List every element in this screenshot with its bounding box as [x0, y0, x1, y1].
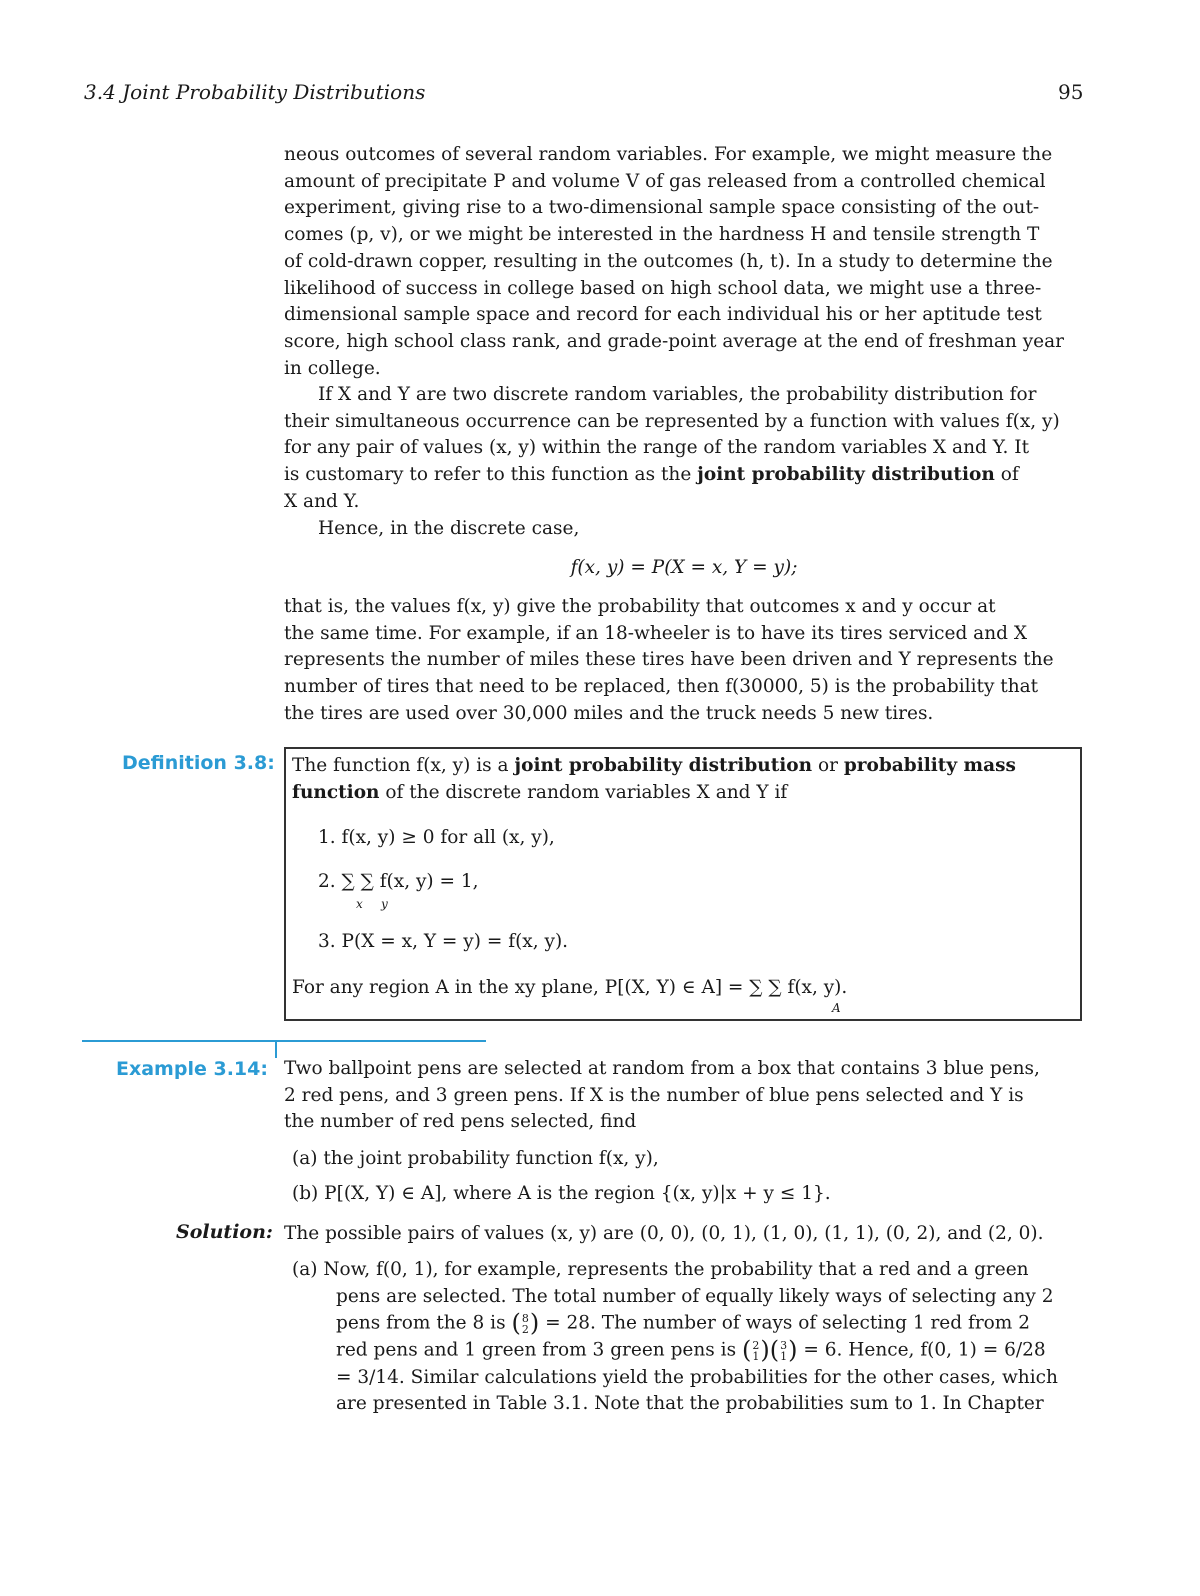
solution-intro: The possible pairs of values (x, y) are (0, 0), (0, 1), (1, 0), (1, 1), (0, 2), and (2, 0). — [284, 1223, 1044, 1244]
paragraph-example-tires — [284, 594, 1084, 728]
binom-close: ) — [788, 1336, 798, 1365]
sum-subscript-A: A — [832, 1001, 841, 1015]
example-text — [284, 1056, 1084, 1136]
page-number: 95 — [1058, 80, 1084, 104]
binom-open: ( — [741, 1336, 752, 1365]
text-line: experiment, giving rise to a two-dimensional sample space consisting of the out- — [284, 197, 1040, 219]
binom-top: 2 — [752, 1338, 760, 1352]
binomial-8-choose-2 — [522, 1313, 529, 1335]
binom-top: 3 — [780, 1338, 788, 1352]
binomial-3-choose-1 — [780, 1340, 787, 1362]
text-line: comes (p, v), or we might be interested in the hardness H and tensile strength T — [284, 224, 1040, 246]
text-line: Hence, in the discrete case, — [318, 518, 580, 539]
definition-region-line: For any region A in the xy plane, P[(X, Y) ∈ A] = ∑ ∑ f(x, y). — [292, 977, 848, 998]
example-part-a: (a) the joint probability function f(x, y), — [292, 1148, 659, 1169]
example-label: Example 3.14: — [116, 1058, 268, 1080]
text-run: or — [812, 755, 844, 776]
binom-open: ( — [511, 1309, 521, 1338]
text-line: amount of precipitate P and volume V of gas released from a controlled chemical — [284, 170, 1046, 192]
solution-label: Solution: — [176, 1221, 273, 1243]
text-line — [292, 1310, 1084, 1337]
binom-top: 8 — [521, 1311, 529, 1325]
text-line: pens are selected. The total number of equally likely ways of selecting any 2 — [336, 1285, 1054, 1307]
text-line — [292, 780, 1076, 807]
definition-text — [292, 753, 1076, 806]
key-term: joint probability distribution — [514, 755, 813, 776]
text-line: = 3/14. Similar calculations yield the probabilities for the other cases, which — [336, 1366, 1058, 1388]
text-line: 2 red pens, and 3 green pens. If X is the number of blue pens selected and Y is — [284, 1084, 1024, 1106]
text-run: of — [994, 464, 1019, 486]
text-line: in college. — [284, 357, 381, 379]
text-run: = 28. The number of ways of selecting 1 red from 2 — [539, 1312, 1031, 1334]
binom-close: ) — [760, 1336, 770, 1365]
key-term: function — [292, 781, 380, 803]
text-run: of the discrete random variables X and Y if — [379, 781, 788, 803]
definition-box — [284, 747, 1082, 1021]
text-line: the number of red pens selected, find — [284, 1111, 637, 1133]
text-line: that is, the values f(x, y) give the probability that outcomes x and y occur at — [284, 596, 996, 617]
text-line — [284, 462, 1084, 489]
text-run: The function f(x, y) is a — [292, 755, 515, 776]
binomial-2-choose-1 — [752, 1340, 759, 1362]
text-line: the tires are used over 30,000 miles and the truck needs 5 new tires. — [284, 702, 934, 724]
text-line — [292, 753, 1076, 780]
text-line: X and Y. — [284, 490, 360, 512]
definition-label: Definition 3.8: — [122, 752, 275, 774]
binom-open: ( — [769, 1336, 780, 1365]
text-line: score, high school class rank, and grade-point average at the end of freshman year — [284, 330, 1064, 352]
running-header-title: 3.4 Joint Probability Distributions — [84, 80, 426, 104]
text-line: represents the number of miles these tires have been driven and Y represents the — [284, 649, 1054, 671]
text-line: of cold-drawn copper, resulting in the outcomes (h, t). In a study to determine the — [284, 250, 1053, 272]
text-line: dimensional sample space and record for each individual his or her aptitude test — [284, 304, 1042, 326]
text-line: neous outcomes of several random variables. For example, we might measure the — [284, 144, 1053, 165]
solution-part-a — [292, 1257, 1084, 1418]
section-divider-tick — [275, 1040, 277, 1058]
definition-item-3: 3. P(X = x, Y = y) = f(x, y). — [318, 931, 569, 952]
sum-subscript-x: x — [356, 897, 363, 911]
binom-bottom: 1 — [780, 1349, 788, 1363]
equation-joint-pmf: f(x, y) = P(X = x, Y = y); — [570, 557, 798, 578]
text-run: pens from the 8 is — [336, 1312, 512, 1334]
text-line: the same time. For example, if an 18-wheeler is to have its tires serviced and X — [284, 622, 1028, 644]
text-run: = 6. Hence, f(0, 1) = 6/28 — [797, 1339, 1046, 1361]
text-line: their simultaneous occurrence can be represented by a function with values f(x, y) — [284, 410, 1060, 432]
section-divider — [82, 1040, 486, 1042]
text-line: (a) Now, f(0, 1), for example, represents the probability that a red and a green — [292, 1259, 1029, 1280]
intro-paragraph — [284, 142, 1084, 382]
binom-bottom: 1 — [752, 1349, 760, 1363]
key-term: joint probability distribution — [697, 464, 995, 486]
text-line: for any pair of values (x, y) within the range of the random variables X and Y. It — [284, 437, 1030, 459]
text-line: Two ballpoint pens are selected at random from a box that contains 3 blue pens, — [284, 1058, 1040, 1079]
text-line: number of tires that need to be replaced, then f(30000, 5) is the probability that — [284, 676, 1039, 698]
text-line: are presented in Table 3.1. Note that the probabilities sum to 1. In Chapter — [336, 1393, 1044, 1415]
binom-bottom: 2 — [521, 1322, 529, 1336]
text-line: likelihood of success in college based on high school data, we might use a three- — [284, 277, 1042, 299]
paragraph-discrete-case — [284, 516, 1084, 543]
text-line — [292, 1337, 1084, 1364]
example-part-b: (b) P[(X, Y) ∈ A], where A is the region {(x, y)|x + y ≤ 1}. — [292, 1183, 831, 1204]
sum-subscript-y: y — [381, 897, 388, 911]
key-term: probability mass — [843, 755, 1016, 776]
definition-item-1: 1. f(x, y) ≥ 0 for all (x, y), — [318, 827, 555, 848]
text-line: If X and Y are two discrete random variables, the probability distribution for — [318, 384, 1037, 405]
definition-item-2: 2. ∑ ∑ f(x, y) = 1, — [318, 871, 479, 892]
text-run: is customary to refer to this function as the — [284, 464, 698, 486]
binom-close: ) — [529, 1309, 540, 1338]
text-run: red pens and 1 green from 3 green pens is — [336, 1339, 742, 1361]
paragraph-joint-definition-intro — [284, 382, 1084, 516]
